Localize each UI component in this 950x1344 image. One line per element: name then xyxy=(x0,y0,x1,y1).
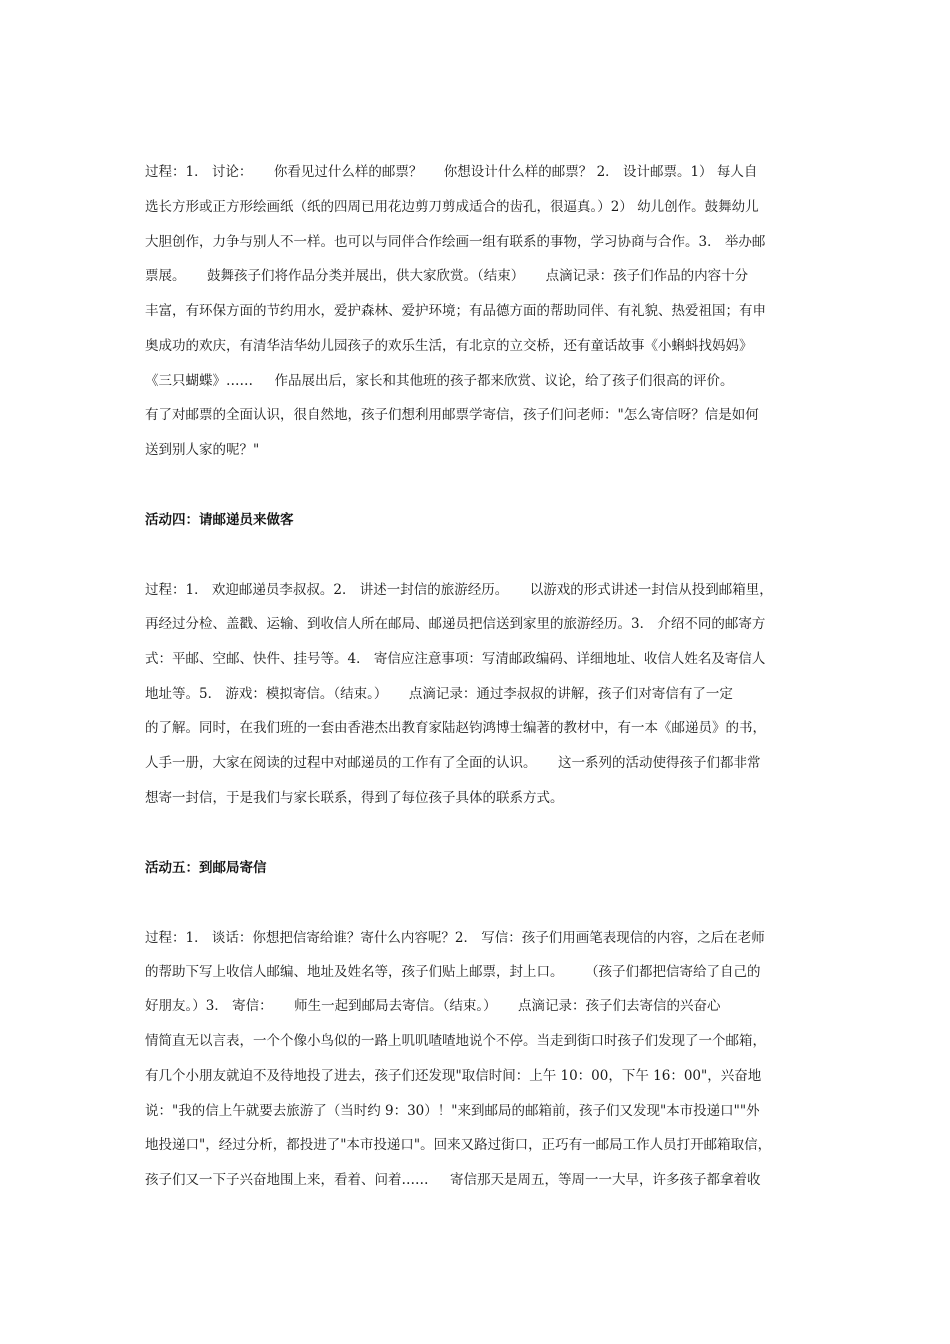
paragraph-line: 丰富，有环保方面的节约用水，爱护森林、爱护环境；有品德方面的帮助同伴、有礼貌、热爱祖国；有申 xyxy=(145,303,766,319)
paragraph-line: 再经过分检、盖戳、运输、到收信人所在邮局、邮递员把信送到家里的旅游经历。3． 介绍不同的邮寄方 xyxy=(145,616,766,632)
paragraph-line: 想寄一封信，于是我们与家长联系，得到了每位孩子具体的联系方式。 xyxy=(145,790,564,806)
paragraph-line: 孩子们又一下子兴奋地围上来，看着、问着…… 寄信那天是周五，等周一一大早，许多孩子都拿着收 xyxy=(145,1172,761,1188)
paragraph-line: 的帮助下写上收信人邮编、地址及姓名等，孩子们贴上邮票，封上口。 （孩子们都把信寄给了自己的 xyxy=(145,964,761,980)
paragraph-line: 情简直无以言表，一个个像小鸟似的一路上叽叽喳喳地说个不停。当走到街口时孩子们发现了一个邮箱， xyxy=(145,1033,766,1049)
paragraph-line: 过程：1． 谈话：你想把信寄给谁？寄什么内容呢？2． 写信：孩子们用画笔表现信的内容，之后在老师 xyxy=(145,930,765,946)
paragraph-line: 说："我的信上午就要去旅游了（当时约 9：30）！"来到邮局的邮箱前，孩子们又发现"本市投递口""外 xyxy=(145,1103,760,1119)
paragraph-line: 的了解。同时，在我们班的一套由香港杰出教育家陆赵钧鸿博士编著的教材中，有一本《邮递员》的书， xyxy=(145,720,766,736)
paragraph-line: 送到别人家的呢？" xyxy=(145,442,260,458)
paragraph-line: 有几个小朋友就迫不及待地投了进去，孩子们还发现"取信时间：上午 10：00，下午 16：00"，兴奋地 xyxy=(145,1068,762,1084)
paragraph-line: 式：平邮、空邮、快件、挂号等。4． 寄信应注意事项：写清邮政编码、详细地址、收信人姓名及寄信人 xyxy=(145,651,766,667)
paragraph-line: 过程：1． 讨论： 你看见过什么样的邮票？ 你想设计什么样的邮票？ 2． 设计邮票。1） 每人自 xyxy=(145,164,758,180)
paragraph-line: 《三只蝴蝶》…… 作品展出后，家长和其他班的孩子都来欣赏、议论，给了孩子们很高的评价。 xyxy=(145,373,734,389)
paragraph-line: 人手一册，大家在阅读的过程中对邮递员的工作有了全面的认识。 这一系列的活动使得孩子们都非常 xyxy=(145,755,761,771)
paragraph-line: 有了对邮票的全面认识，很自然地，孩子们想利用邮票学寄信，孩子们问老师："怎么寄信呀？信是如何 xyxy=(145,407,759,423)
paragraph-line: 地址等。5． 游戏：模拟寄信。（结束。） 点滴记录：通过李叔叔的讲解，孩子们对寄信有了一定 xyxy=(145,686,733,702)
section-heading-activity-five: 活动五：到邮局寄信 xyxy=(145,860,267,876)
paragraph-line: 大胆创作，力争与别人不一样。也可以与同伴合作绘画一组有联系的事物，学习协商与合作。3． 举办邮 xyxy=(145,234,766,250)
paragraph-line: 奥成功的欢庆，有清华洁华幼儿园孩子的欢乐生活，有北京的立交桥，还有童话故事《小蝌蚪找妈妈》 xyxy=(145,338,753,354)
section-heading-activity-four: 活动四：请邮递员来做客 xyxy=(145,512,294,528)
paragraph-line: 过程：1． 欢迎邮递员李叔叔。2． 讲述一封信的旅游经历。 以游戏的形式讲述一封信从投到邮箱里， xyxy=(145,582,773,598)
paragraph-line: 好朋友。）3． 寄信： 师生一起到邮局去寄信。（结束。） 点滴记录：孩子们去寄信的兴奋心 xyxy=(145,998,721,1014)
paragraph-line: 选长方形或正方形绘画纸（纸的四周已用花边剪刀剪成适合的齿孔，很逼真。）2） 幼儿创作。鼓舞幼儿 xyxy=(145,199,759,215)
paragraph-line: 票展。 鼓舞孩子们将作品分类并展出，供大家欣赏。（结束） 点滴记录：孩子们作品的内容十分 xyxy=(145,268,749,284)
paragraph-line: 地投递口"，经过分析，都投进了"本市投递口"。回来又路过街口，正巧有一邮局工作人员打开邮箱取信， xyxy=(145,1137,772,1153)
